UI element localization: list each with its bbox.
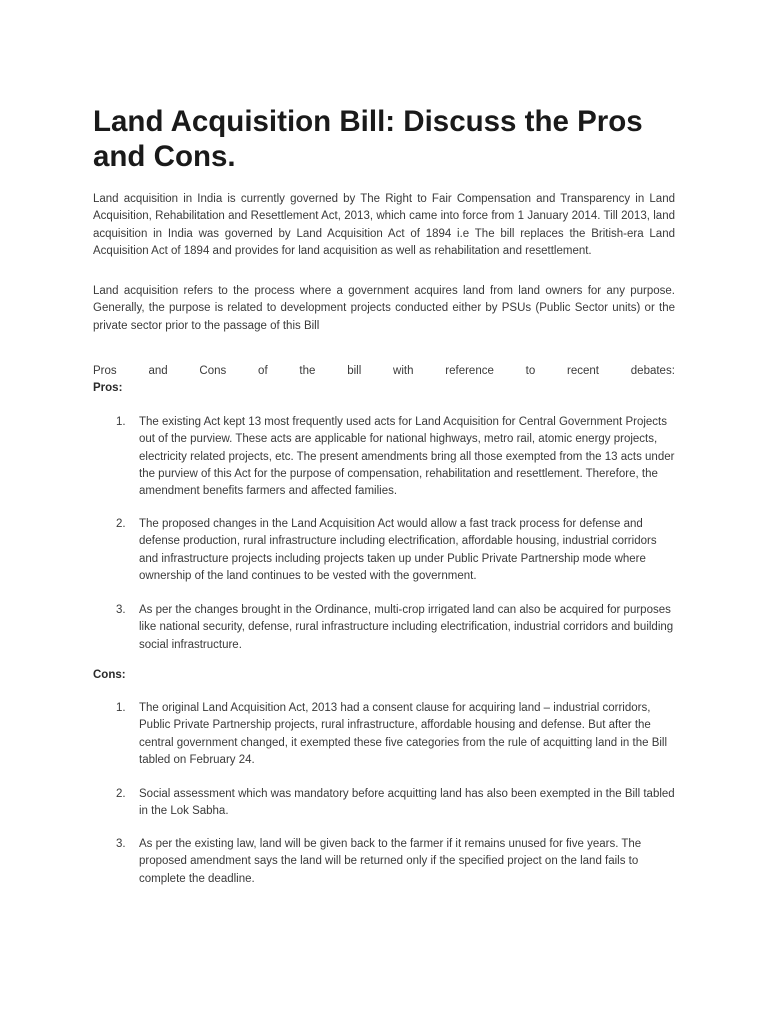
list-item-text: As per the existing law, land will be given back to the farmer if it remains unused for five years. The proposed amendment says the land will be returned only if the specified project on the land fails to complete the deadline.	[139, 838, 642, 885]
list-item-text: As per the changes brought in the Ordinance, multi-crop irrigated land can also be acquired for purposes like national security, defense, rural infrastructure including electrification, industrial corridors and building social infrastructure.	[139, 604, 674, 651]
intro-paragraph: Land acquisition in India is currently governed by The Right to Fair Compensation and Transparency in Land Acquisition, Rehabilitation and Resettlement Act, 2013, which came into force from 1 January 2014. Till 2013, land acquisition in India was governed by Land Acquisition Act of 1894 i.e The bill replaces the British-era Land Acquisition Act of 1894 and provides for land acquisition as well as rehabilitation and resettlement.	[93, 193, 675, 257]
page-title: Land Acquisition Bill: Discuss the Pros and Cons.	[93, 105, 643, 173]
list-item-text: The existing Act kept 13 most frequently used acts for Land Acquisition for Central Government Projects out of the purview. These acts are applicable for national highways, metro rail, atomic energy projects, electricity related projects, etc. The present amendments bring all those exempted from the 13 acts under the purview of this Act for the purpose of compensation, rehabilitation and resettlement. Therefore, the amendment benefits farmers and affected families.	[139, 416, 675, 498]
pros-heading: Pros:	[93, 382, 123, 394]
list-number: 2.	[116, 518, 126, 530]
pros-cons-intro-line	[93, 363, 675, 380]
cons-heading: Cons:	[93, 669, 126, 681]
list-item-text: The original Land Acquisition Act, 2013 had a consent clause for acquiring land – industrial corridors, Public Private Partnership projects, rural infrastructure, affordable housing and defense. But after the central government changed, it exempted these five categories from the rule of acquitting land in the Bill tabled on February 24.	[139, 702, 668, 766]
list-item-text: Social assessment which was mandatory before acquitting land has also been exempted in the Bill tabled in the Lok Sabha.	[139, 788, 675, 818]
intro-word: and	[148, 365, 168, 377]
intro-word: debates:	[630, 365, 675, 377]
list-number: 3.	[116, 604, 126, 616]
definition-paragraph: Land acquisition refers to the process where a government acquires land from land owners for any purpose. Generally, the purpose is related to development projects conducted either by PSUs (Public Sector units) or the private sector prior to the passage of this Bill	[93, 285, 675, 332]
list-number: 2.	[116, 788, 126, 800]
intro-word: bill	[347, 365, 362, 377]
list-item-text: The proposed changes in the Land Acquisition Act would allow a fast track process for defense and defense production, rural infrastructure including electrification, affordable housing, industrial corridors and infrastructure projects including projects taken up under Public Private Partnership mode where ownership of the land continues to be vested with the government.	[139, 518, 657, 582]
intro-word: the	[299, 365, 316, 377]
intro-word: Pros	[93, 365, 117, 377]
intro-word: reference	[445, 365, 494, 377]
list-number: 3.	[116, 838, 126, 850]
list-number: 1.	[116, 416, 126, 428]
intro-word: with	[393, 365, 414, 377]
intro-word: recent	[567, 365, 599, 377]
intro-word: Cons	[199, 365, 227, 377]
list-number: 1.	[116, 702, 126, 714]
intro-word: to	[525, 365, 536, 377]
intro-word: of	[258, 365, 268, 377]
